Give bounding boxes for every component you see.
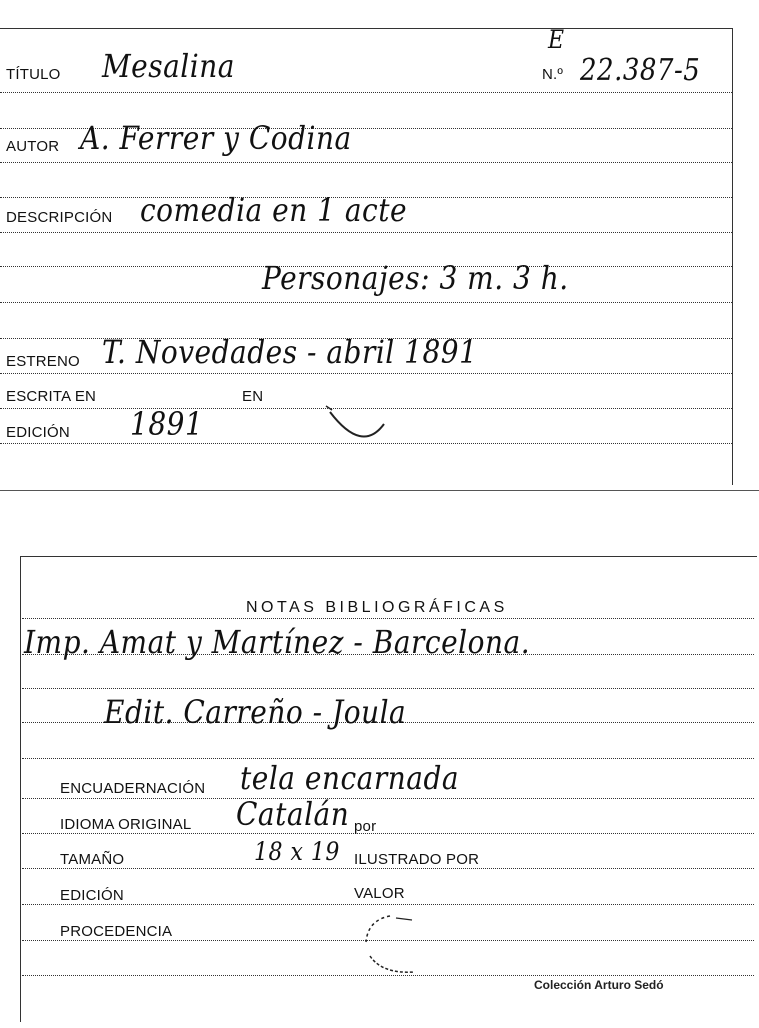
descripcion-label: DESCRIPCIÓN: [6, 209, 113, 226]
ruled-line: [0, 92, 732, 93]
escrita-en-label: ESCRITA EN: [6, 388, 97, 405]
ilustrado-label: ILUSTRADO POR: [354, 851, 480, 868]
idioma-por-label: por: [354, 818, 377, 835]
scan-edge-line: [0, 490, 759, 491]
numero-value: 22.387-5: [580, 53, 701, 88]
autor-value: A. Ferrer y Codina: [80, 119, 352, 157]
ruled-line: [22, 868, 754, 869]
en-label: EN: [242, 388, 264, 405]
collection-credit: Colección Arturo Sedó: [534, 978, 664, 992]
tamano-value: 18 x 19: [254, 838, 340, 867]
stamp-circle-mark: [360, 912, 430, 982]
registry-mark: E: [548, 26, 565, 55]
stamp-mark: [322, 392, 402, 442]
ruled-line: [22, 904, 754, 905]
note-line-2: Edit. Carreño - Joula: [104, 693, 407, 731]
encuadernacion-value: tela encarnada: [240, 759, 460, 797]
valor-label: VALOR: [354, 885, 405, 902]
descripcion-value: comedia en 1 acte: [140, 191, 408, 229]
ruled-line: [0, 443, 732, 444]
estreno-label: ESTRENO: [6, 353, 80, 370]
ruled-line: [22, 688, 754, 689]
estreno-value: T. Novedades - abril 1891: [102, 333, 478, 371]
edicion-value: 1891: [130, 405, 204, 443]
note-line-1: Imp. Amat y Martínez - Barcelona.: [24, 623, 531, 661]
titulo-label: TÍTULO: [6, 66, 61, 83]
edicion-label: EDICIÓN: [6, 424, 70, 441]
autor-label: AUTOR: [6, 138, 60, 155]
ruled-line: [22, 618, 754, 619]
ruled-line: [0, 302, 732, 303]
idioma-label: IDIOMA ORIGINAL: [60, 816, 192, 833]
ruled-line: [0, 232, 732, 233]
ruled-line: [0, 162, 732, 163]
procedencia-label: PROCEDENCIA: [60, 923, 173, 940]
ruled-line: [22, 798, 754, 799]
tamano-label: TAMAÑO: [60, 851, 125, 868]
notes-heading: NOTAS BIBLIOGRÁFICAS: [246, 599, 508, 616]
encuadernacion-label: ENCUADERNACIÓN: [60, 780, 206, 797]
ruled-line: [22, 833, 754, 834]
titulo-value: Mesalina: [102, 47, 235, 85]
ruled-line: [0, 373, 732, 374]
edicion-notes-label: EDICIÓN: [60, 887, 124, 904]
numero-label: N.º: [542, 66, 564, 83]
idioma-value: Catalán: [236, 795, 350, 833]
personajes-value: Personajes: 3 m. 3 h.: [262, 259, 569, 297]
